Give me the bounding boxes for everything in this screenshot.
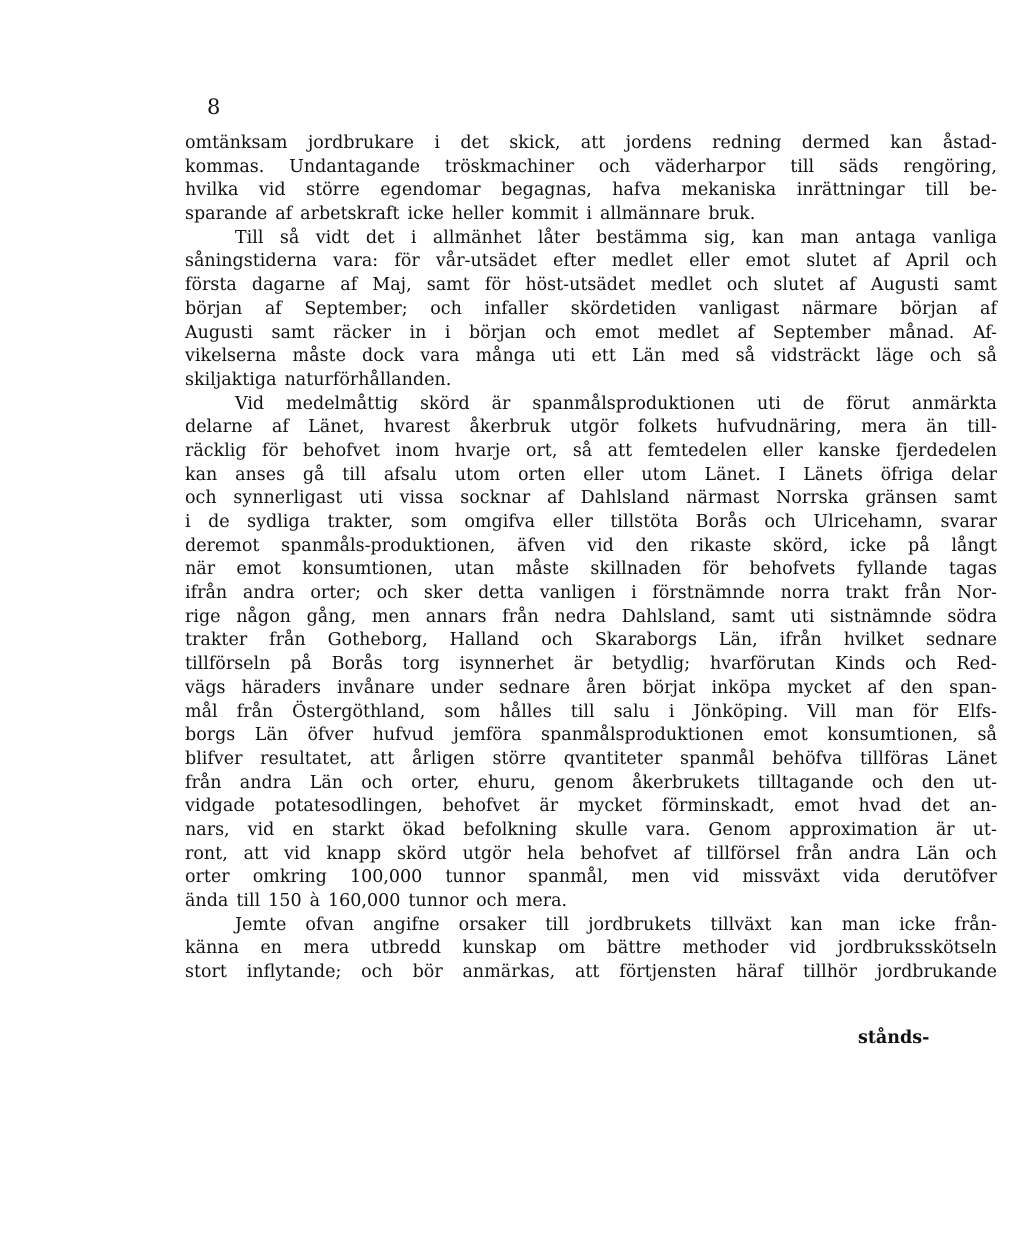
text-line: tillförseln på Borås torg isynnerhet är betydlig; hvarförutan Kinds och Red- (185, 654, 997, 675)
text-line: kan anses gå till afsalu utom orten eller utom Länet. I Länets öfriga delar (185, 464, 997, 485)
text-line: från andra Län och orter, ehuru, genom åkerbrukets tilltagande och den ut- (185, 772, 997, 793)
text-line: såningstiderna vara: för vår-utsädet efter medlet eller emot slutet af April och (185, 251, 997, 272)
text-line: ända till 150 à 160,000 tunnor och mera. (185, 891, 568, 911)
text-line: ifrån andra orter; och sker detta vanligen i förstnämnde norra trakt från Nor- (185, 583, 997, 604)
text-line: orter omkring 100,000 tunnor spanmål, men vid missväxt vida derutöfver (185, 867, 997, 888)
text-line: mål från Östergöthland, som hålles till salu i Jönköping. Vill man för Elfs- (185, 701, 997, 722)
text-line: borgs Län öfver hufvud jemföra spanmålsproduktionen emot konsumtionen, så (185, 725, 997, 746)
text-line: när emot konsumtionen, utan måste skillnaden för behofvets fyllande tagas (185, 559, 997, 580)
text-line: Vid medelmåttig skörd är spanmålsproduktionen uti de förut anmärkta (235, 393, 997, 414)
text-line: ront, att vid knapp skörd utgör hela behofvet af tillförsel från andra Län och (185, 843, 997, 864)
text-line: kommas. Undantagande tröskmachiner och väderharpor till säds rengöring, (185, 156, 997, 177)
text-line: räcklig för behofvet inom hvarje ort, så att femtedelen eller kanske fjerdedelen (185, 440, 997, 461)
text-line: vikelserna måste dock vara många uti ett Län med så vidsträckt läge och så (185, 346, 997, 367)
text-line: blifver resultatet, att årligen större qvantiteter spanmål behöfva tillföras Länet (185, 748, 997, 769)
text-line: vägs häraders invånare under sednare åren börjat inköpa mycket af den span- (185, 677, 997, 698)
text-line: Jemte ofvan angifne orsaker till jordbrukets tillväxt kan man icke från- (235, 914, 997, 935)
text-line: skiljaktiga naturförhållanden. (185, 369, 452, 390)
text-line: början af September; och infaller skördetiden vanligast närmare början af (185, 298, 997, 319)
text-line: Till så vidt det i allmänhet låter bestämma sig, kan man antaga vanliga (235, 227, 997, 248)
text-line: sparande af arbetskraft icke heller kommit i allmännare bruk. (185, 204, 756, 225)
text-line: rige någon gång, men annars från nedra Dahlsland, samt uti sistnämnde södra (185, 606, 997, 627)
text-line: Augusti samt räcker in i början och emot medlet af September månad. Af- (185, 322, 997, 343)
page-number: 8 (207, 95, 221, 119)
text-line: och synnerligast uti vissa socknar af Dahlsland närmast Norrska gränsen samt (185, 488, 997, 509)
text-line: omtänksam jordbrukare i det skick, att jordens redning dermed kan åstad- (185, 133, 997, 153)
text-line: delarne af Länet, hvarest åkerbruk utgör folkets hufvudnäring, mera än till- (185, 417, 997, 438)
text-line: nars, vid en starkt ökad befolkning skulle vara. Genom approximation är ut- (185, 819, 997, 840)
text-line: trakter från Gotheborg, Halland och Skaraborgs Län, ifrån hvilket sednare (185, 630, 997, 651)
text-line: känna en mera utbredd kunskap om bättre methoder vid jordbruksskötseln (185, 938, 997, 959)
text-line: deremot spanmåls-produktionen, äfven vid den rikaste skörd, icke på långt (185, 535, 997, 556)
text-line: stort inflytande; och bör anmärkas, att förtjensten häraf tillhör jordbrukande (185, 962, 997, 983)
text-line: i de sydliga trakter, som omgifva eller tillstöta Borås och Ulricehamn, svarar (185, 512, 997, 532)
text-line: hvilka vid större egendomar begagnas, hafva mekaniska inrättningar till be- (185, 180, 997, 201)
text-line: första dagarne af Maj, samt för höst-utsädet medlet och slutet af Augusti samt (185, 275, 997, 296)
catchword: stånds- (858, 1028, 930, 1048)
body-text (185, 132, 997, 985)
text-line: vidgade potatesodlingen, behofvet är mycket förminskadt, emot hvad det an- (185, 796, 997, 817)
